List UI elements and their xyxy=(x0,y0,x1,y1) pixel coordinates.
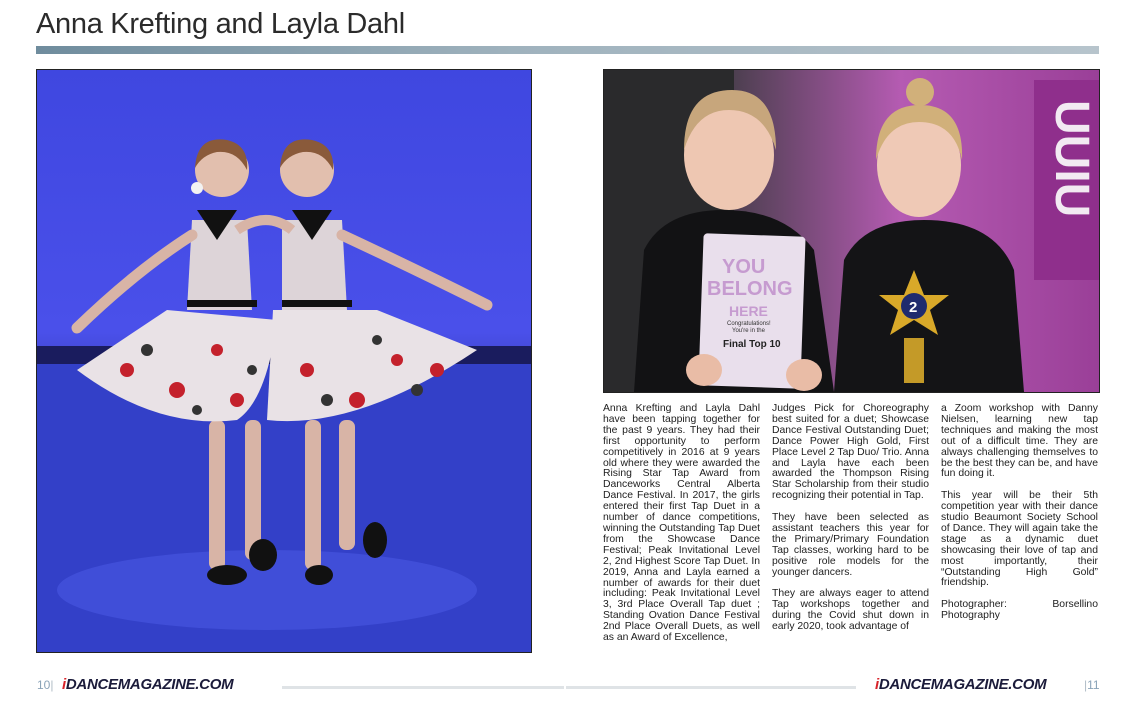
page-number-right: |11 xyxy=(1084,678,1100,692)
certificate-small1: Congratulations! xyxy=(727,321,771,327)
paragraph: They are always eager to attend Tap workshops together and during the Covid shut down in early 2020, took advantage of xyxy=(772,588,929,633)
brand-i: i xyxy=(62,676,66,693)
svg-text:UUIU: UUIU xyxy=(1045,100,1098,218)
trophy-number: 2 xyxy=(909,299,918,316)
article-column-2 xyxy=(772,404,929,644)
article-body xyxy=(603,404,1098,654)
title-rule xyxy=(36,46,1099,54)
award-photo xyxy=(603,69,1100,393)
credit-name-1: Borsellino xyxy=(1052,599,1098,611)
certificate-line2: BELONG xyxy=(707,278,793,300)
footer-rule-left xyxy=(282,686,564,689)
footer-rule-right xyxy=(566,686,856,689)
article-column-3 xyxy=(941,404,1098,622)
paragraph: Judges Pick for Choreography best suited for a duet; Showcase Dance Festival Outstanding Duet; Dance Power High Gold, First Place Level 2 Tap Duo/ Trio. Anna and Layla have each been awarded the Thompson Rising Star Scholarship from their studio recognizing their potential in Tap. xyxy=(772,403,929,502)
separator: | xyxy=(50,678,54,692)
credit-label: Photographer: xyxy=(941,599,1007,611)
brand-text: DANCEMAGAZINE.COM xyxy=(65,676,234,693)
page-number-left: 10| xyxy=(37,678,54,692)
certificate-line1: YOU xyxy=(722,256,766,278)
credit-name-2: Photography xyxy=(941,610,1000,622)
brand-logo-right[interactable] xyxy=(875,676,1046,693)
separator: | xyxy=(1084,678,1088,692)
certificate-line3: HERE xyxy=(729,303,768,319)
page-title: Anna Krefting and Layla Dahl xyxy=(36,8,405,40)
article-column-1 xyxy=(603,404,760,655)
brand-text: DANCEMAGAZINE.COM xyxy=(878,676,1047,693)
paragraph: a Zoom workshop with Danny Nielsen, learning new tap techniques and making the most out of a difficult time. They are always challenging themselves to be the best they can be, and have fun doing it. xyxy=(941,403,1098,480)
certificate-heading: Final Top 10 xyxy=(723,339,781,350)
paragraph: Anna Krefting and Layla Dahl have been tapping together for the past 9 years. They had their first opportunity to perform competitively in 2016 at 9 years old where they were awarded the Rising Star Tap Award from Danceworks Central Alberta Dance Festival. In 2017, the girls entered their first Tap Duet in a number of dance competitions, winning the Outstanding Tap Duet from the Showcase Dance Festival; Peak Invitational Level 2, 2nd Highest Score Tap Duet. In 2019, Anna and Layla earned a number of awards for their duet including: Peak Invitational Level 3, 3rd Place Overall Tap duet ; Standing Ovation Dance Festival 2nd Place Overall Duets, as well as an Award of Excellence, xyxy=(603,403,760,644)
certificate-small2: You're in the xyxy=(732,328,765,334)
paragraph: They have been selected as assistant teachers this year for the Primary/Primary Foundation Tap classes, working hard to be positive role models for the younger dancers. xyxy=(772,512,929,578)
paragraph: This year will be their 5th competition year with their dance studio Beaumont Society School of Dance. They will again take the stage as a dynamic duet showcasing their love of tap and most importantly, their “Outstanding High Gold” friendship. xyxy=(941,490,1098,589)
brand-i: i xyxy=(875,676,879,693)
dancers-photo xyxy=(36,69,532,653)
brand-logo-left[interactable] xyxy=(62,676,233,693)
